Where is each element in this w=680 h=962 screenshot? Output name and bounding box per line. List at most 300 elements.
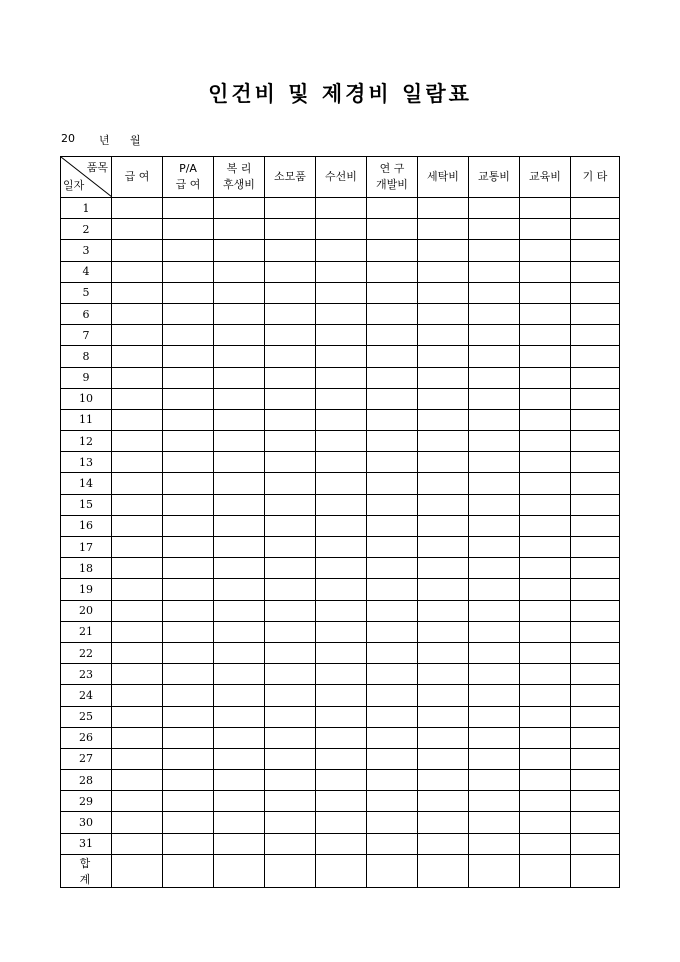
entry-cell[interactable] bbox=[316, 748, 367, 769]
entry-cell[interactable] bbox=[571, 346, 620, 367]
entry-cell[interactable] bbox=[265, 219, 316, 240]
entry-cell[interactable] bbox=[163, 621, 214, 642]
entry-cell[interactable] bbox=[418, 409, 469, 430]
entry-cell[interactable] bbox=[112, 791, 163, 812]
entry-cell[interactable] bbox=[571, 325, 620, 346]
entry-cell[interactable] bbox=[163, 240, 214, 261]
entry-cell[interactable] bbox=[469, 833, 520, 854]
entry-cell[interactable] bbox=[571, 282, 620, 303]
entry-cell[interactable] bbox=[163, 303, 214, 324]
entry-cell[interactable] bbox=[367, 791, 418, 812]
entry-cell[interactable] bbox=[571, 727, 620, 748]
entry-cell[interactable] bbox=[571, 812, 620, 833]
entry-cell[interactable] bbox=[265, 812, 316, 833]
entry-cell[interactable] bbox=[367, 515, 418, 536]
entry-cell[interactable] bbox=[112, 261, 163, 282]
entry-cell[interactable] bbox=[571, 537, 620, 558]
entry-cell[interactable] bbox=[265, 537, 316, 558]
entry-cell[interactable] bbox=[214, 388, 265, 409]
entry-cell[interactable] bbox=[469, 706, 520, 727]
entry-cell[interactable] bbox=[214, 515, 265, 536]
entry-cell[interactable] bbox=[469, 261, 520, 282]
entry-cell[interactable] bbox=[520, 282, 571, 303]
entry-cell[interactable] bbox=[316, 812, 367, 833]
entry-cell[interactable] bbox=[520, 325, 571, 346]
entry-cell[interactable] bbox=[367, 219, 418, 240]
entry-cell[interactable] bbox=[367, 303, 418, 324]
entry-cell[interactable] bbox=[418, 748, 469, 769]
entry-cell[interactable] bbox=[469, 240, 520, 261]
entry-cell[interactable] bbox=[316, 219, 367, 240]
entry-cell[interactable] bbox=[367, 706, 418, 727]
entry-cell[interactable] bbox=[112, 558, 163, 579]
entry-cell[interactable] bbox=[163, 727, 214, 748]
entry-cell[interactable] bbox=[418, 240, 469, 261]
entry-cell[interactable] bbox=[316, 240, 367, 261]
entry-cell[interactable] bbox=[214, 833, 265, 854]
entry-cell[interactable] bbox=[469, 282, 520, 303]
entry-cell[interactable] bbox=[367, 685, 418, 706]
entry-cell[interactable] bbox=[163, 198, 214, 219]
entry-cell[interactable] bbox=[112, 579, 163, 600]
entry-cell[interactable] bbox=[469, 346, 520, 367]
entry-cell[interactable] bbox=[367, 240, 418, 261]
entry-cell[interactable] bbox=[163, 537, 214, 558]
entry-cell[interactable] bbox=[469, 812, 520, 833]
entry-cell[interactable] bbox=[265, 600, 316, 621]
entry-cell[interactable] bbox=[163, 685, 214, 706]
entry-cell[interactable] bbox=[214, 219, 265, 240]
entry-cell[interactable] bbox=[469, 367, 520, 388]
entry-cell[interactable] bbox=[163, 346, 214, 367]
entry-cell[interactable] bbox=[520, 367, 571, 388]
entry-cell[interactable] bbox=[112, 409, 163, 430]
entry-cell[interactable] bbox=[367, 388, 418, 409]
entry-cell[interactable] bbox=[469, 685, 520, 706]
entry-cell[interactable] bbox=[418, 579, 469, 600]
entry-cell[interactable] bbox=[214, 261, 265, 282]
entry-cell[interactable] bbox=[316, 621, 367, 642]
entry-cell[interactable] bbox=[520, 664, 571, 685]
entry-cell[interactable] bbox=[367, 431, 418, 452]
entry-cell[interactable] bbox=[367, 409, 418, 430]
entry-cell[interactable] bbox=[469, 198, 520, 219]
entry-cell[interactable] bbox=[520, 303, 571, 324]
entry-cell[interactable] bbox=[520, 685, 571, 706]
entry-cell[interactable] bbox=[469, 515, 520, 536]
entry-cell[interactable] bbox=[316, 473, 367, 494]
entry-cell[interactable] bbox=[265, 727, 316, 748]
entry-cell[interactable] bbox=[571, 515, 620, 536]
entry-cell[interactable] bbox=[265, 791, 316, 812]
entry-cell[interactable] bbox=[571, 198, 620, 219]
entry-cell[interactable] bbox=[571, 452, 620, 473]
entry-cell[interactable] bbox=[316, 706, 367, 727]
entry-cell[interactable] bbox=[571, 431, 620, 452]
entry-cell[interactable] bbox=[469, 431, 520, 452]
entry-cell[interactable] bbox=[214, 812, 265, 833]
entry-cell[interactable] bbox=[214, 621, 265, 642]
entry-cell[interactable] bbox=[520, 706, 571, 727]
entry-cell[interactable] bbox=[214, 473, 265, 494]
entry-cell[interactable] bbox=[265, 261, 316, 282]
entry-cell[interactable] bbox=[163, 600, 214, 621]
entry-cell[interactable] bbox=[316, 642, 367, 663]
entry-cell[interactable] bbox=[418, 600, 469, 621]
entry-cell[interactable] bbox=[520, 621, 571, 642]
entry-cell[interactable] bbox=[316, 664, 367, 685]
entry-cell[interactable] bbox=[367, 664, 418, 685]
entry-cell[interactable] bbox=[214, 494, 265, 515]
entry-cell[interactable] bbox=[367, 621, 418, 642]
entry-cell[interactable] bbox=[469, 537, 520, 558]
entry-cell[interactable] bbox=[163, 664, 214, 685]
entry-cell[interactable] bbox=[571, 833, 620, 854]
entry-cell[interactable] bbox=[265, 303, 316, 324]
entry-cell[interactable] bbox=[316, 770, 367, 791]
entry-cell[interactable] bbox=[367, 812, 418, 833]
entry-cell[interactable] bbox=[316, 303, 367, 324]
entry-cell[interactable] bbox=[469, 621, 520, 642]
entry-cell[interactable] bbox=[520, 579, 571, 600]
entry-cell[interactable] bbox=[265, 452, 316, 473]
entry-cell[interactable] bbox=[163, 367, 214, 388]
entry-cell[interactable] bbox=[265, 409, 316, 430]
entry-cell[interactable] bbox=[418, 537, 469, 558]
entry-cell[interactable] bbox=[112, 706, 163, 727]
entry-cell[interactable] bbox=[520, 558, 571, 579]
entry-cell[interactable] bbox=[163, 770, 214, 791]
entry-cell[interactable] bbox=[520, 791, 571, 812]
entry-cell[interactable] bbox=[112, 325, 163, 346]
entry-cell[interactable] bbox=[367, 282, 418, 303]
entry-cell[interactable] bbox=[418, 282, 469, 303]
entry-cell[interactable] bbox=[265, 431, 316, 452]
entry-cell[interactable] bbox=[367, 770, 418, 791]
entry-cell[interactable] bbox=[469, 558, 520, 579]
entry-cell[interactable] bbox=[214, 537, 265, 558]
entry-cell[interactable] bbox=[418, 706, 469, 727]
entry-cell[interactable] bbox=[469, 388, 520, 409]
entry-cell[interactable] bbox=[367, 198, 418, 219]
entry-cell[interactable] bbox=[469, 642, 520, 663]
entry-cell[interactable] bbox=[520, 515, 571, 536]
entry-cell[interactable] bbox=[520, 748, 571, 769]
entry-cell[interactable] bbox=[469, 727, 520, 748]
entry-cell[interactable] bbox=[520, 452, 571, 473]
total-cell[interactable] bbox=[163, 854, 214, 887]
entry-cell[interactable] bbox=[571, 261, 620, 282]
entry-cell[interactable] bbox=[418, 346, 469, 367]
entry-cell[interactable] bbox=[469, 748, 520, 769]
entry-cell[interactable] bbox=[418, 791, 469, 812]
entry-cell[interactable] bbox=[265, 325, 316, 346]
entry-cell[interactable] bbox=[316, 727, 367, 748]
entry-cell[interactable] bbox=[265, 748, 316, 769]
entry-cell[interactable] bbox=[214, 685, 265, 706]
total-cell[interactable] bbox=[571, 854, 620, 887]
total-cell[interactable] bbox=[469, 854, 520, 887]
entry-cell[interactable] bbox=[214, 409, 265, 430]
entry-cell[interactable] bbox=[316, 325, 367, 346]
entry-cell[interactable] bbox=[163, 473, 214, 494]
entry-cell[interactable] bbox=[163, 388, 214, 409]
entry-cell[interactable] bbox=[112, 537, 163, 558]
entry-cell[interactable] bbox=[214, 727, 265, 748]
entry-cell[interactable] bbox=[418, 812, 469, 833]
entry-cell[interactable] bbox=[163, 452, 214, 473]
entry-cell[interactable] bbox=[316, 282, 367, 303]
entry-cell[interactable] bbox=[112, 388, 163, 409]
entry-cell[interactable] bbox=[316, 198, 367, 219]
entry-cell[interactable] bbox=[418, 473, 469, 494]
entry-cell[interactable] bbox=[112, 515, 163, 536]
entry-cell[interactable] bbox=[520, 431, 571, 452]
entry-cell[interactable] bbox=[520, 642, 571, 663]
entry-cell[interactable] bbox=[571, 219, 620, 240]
entry-cell[interactable] bbox=[112, 431, 163, 452]
entry-cell[interactable] bbox=[367, 833, 418, 854]
entry-cell[interactable] bbox=[316, 409, 367, 430]
entry-cell[interactable] bbox=[163, 748, 214, 769]
entry-cell[interactable] bbox=[367, 325, 418, 346]
entry-cell[interactable] bbox=[469, 579, 520, 600]
entry-cell[interactable] bbox=[316, 537, 367, 558]
entry-cell[interactable] bbox=[367, 579, 418, 600]
entry-cell[interactable] bbox=[316, 600, 367, 621]
entry-cell[interactable] bbox=[112, 240, 163, 261]
total-cell[interactable] bbox=[520, 854, 571, 887]
entry-cell[interactable] bbox=[571, 303, 620, 324]
entry-cell[interactable] bbox=[112, 727, 163, 748]
entry-cell[interactable] bbox=[214, 303, 265, 324]
entry-cell[interactable] bbox=[469, 452, 520, 473]
entry-cell[interactable] bbox=[367, 261, 418, 282]
entry-cell[interactable] bbox=[418, 431, 469, 452]
entry-cell[interactable] bbox=[316, 833, 367, 854]
total-cell[interactable] bbox=[367, 854, 418, 887]
entry-cell[interactable] bbox=[367, 558, 418, 579]
entry-cell[interactable] bbox=[571, 388, 620, 409]
entry-cell[interactable] bbox=[265, 621, 316, 642]
entry-cell[interactable] bbox=[163, 219, 214, 240]
entry-cell[interactable] bbox=[571, 664, 620, 685]
entry-cell[interactable] bbox=[163, 558, 214, 579]
entry-cell[interactable] bbox=[214, 770, 265, 791]
entry-cell[interactable] bbox=[418, 261, 469, 282]
entry-cell[interactable] bbox=[418, 494, 469, 515]
entry-cell[interactable] bbox=[418, 219, 469, 240]
entry-cell[interactable] bbox=[163, 515, 214, 536]
entry-cell[interactable] bbox=[571, 240, 620, 261]
entry-cell[interactable] bbox=[520, 240, 571, 261]
entry-cell[interactable] bbox=[112, 494, 163, 515]
entry-cell[interactable] bbox=[520, 409, 571, 430]
entry-cell[interactable] bbox=[265, 579, 316, 600]
entry-cell[interactable] bbox=[112, 770, 163, 791]
entry-cell[interactable] bbox=[265, 558, 316, 579]
entry-cell[interactable] bbox=[112, 219, 163, 240]
entry-cell[interactable] bbox=[112, 600, 163, 621]
entry-cell[interactable] bbox=[112, 452, 163, 473]
entry-cell[interactable] bbox=[469, 664, 520, 685]
entry-cell[interactable] bbox=[571, 748, 620, 769]
total-cell[interactable] bbox=[214, 854, 265, 887]
entry-cell[interactable] bbox=[571, 579, 620, 600]
entry-cell[interactable] bbox=[112, 473, 163, 494]
entry-cell[interactable] bbox=[418, 303, 469, 324]
entry-cell[interactable] bbox=[520, 770, 571, 791]
entry-cell[interactable] bbox=[469, 770, 520, 791]
entry-cell[interactable] bbox=[163, 282, 214, 303]
entry-cell[interactable] bbox=[571, 367, 620, 388]
entry-cell[interactable] bbox=[520, 494, 571, 515]
entry-cell[interactable] bbox=[571, 473, 620, 494]
entry-cell[interactable] bbox=[469, 219, 520, 240]
entry-cell[interactable] bbox=[418, 558, 469, 579]
entry-cell[interactable] bbox=[469, 303, 520, 324]
entry-cell[interactable] bbox=[316, 367, 367, 388]
entry-cell[interactable] bbox=[316, 791, 367, 812]
entry-cell[interactable] bbox=[418, 642, 469, 663]
total-cell[interactable] bbox=[418, 854, 469, 887]
entry-cell[interactable] bbox=[112, 812, 163, 833]
entry-cell[interactable] bbox=[214, 325, 265, 346]
entry-cell[interactable] bbox=[418, 664, 469, 685]
entry-cell[interactable] bbox=[265, 664, 316, 685]
entry-cell[interactable] bbox=[418, 833, 469, 854]
entry-cell[interactable] bbox=[571, 706, 620, 727]
entry-cell[interactable] bbox=[571, 791, 620, 812]
total-cell[interactable] bbox=[112, 854, 163, 887]
entry-cell[interactable] bbox=[571, 621, 620, 642]
entry-cell[interactable] bbox=[265, 367, 316, 388]
entry-cell[interactable] bbox=[520, 198, 571, 219]
entry-cell[interactable] bbox=[469, 473, 520, 494]
entry-cell[interactable] bbox=[214, 282, 265, 303]
entry-cell[interactable] bbox=[316, 388, 367, 409]
entry-cell[interactable] bbox=[571, 494, 620, 515]
entry-cell[interactable] bbox=[214, 558, 265, 579]
entry-cell[interactable] bbox=[163, 409, 214, 430]
entry-cell[interactable] bbox=[316, 261, 367, 282]
entry-cell[interactable] bbox=[571, 685, 620, 706]
entry-cell[interactable] bbox=[418, 515, 469, 536]
entry-cell[interactable] bbox=[214, 664, 265, 685]
entry-cell[interactable] bbox=[163, 431, 214, 452]
entry-cell[interactable] bbox=[367, 537, 418, 558]
entry-cell[interactable] bbox=[163, 833, 214, 854]
entry-cell[interactable] bbox=[418, 198, 469, 219]
entry-cell[interactable] bbox=[214, 452, 265, 473]
entry-cell[interactable] bbox=[367, 473, 418, 494]
entry-cell[interactable] bbox=[112, 748, 163, 769]
total-cell[interactable] bbox=[316, 854, 367, 887]
entry-cell[interactable] bbox=[469, 791, 520, 812]
entry-cell[interactable] bbox=[163, 812, 214, 833]
entry-cell[interactable] bbox=[520, 473, 571, 494]
entry-cell[interactable] bbox=[265, 685, 316, 706]
entry-cell[interactable] bbox=[214, 367, 265, 388]
entry-cell[interactable] bbox=[520, 219, 571, 240]
entry-cell[interactable] bbox=[163, 706, 214, 727]
entry-cell[interactable] bbox=[571, 558, 620, 579]
entry-cell[interactable] bbox=[163, 261, 214, 282]
entry-cell[interactable] bbox=[367, 346, 418, 367]
entry-cell[interactable] bbox=[418, 325, 469, 346]
entry-cell[interactable] bbox=[163, 494, 214, 515]
entry-cell[interactable] bbox=[520, 537, 571, 558]
entry-cell[interactable] bbox=[265, 833, 316, 854]
entry-cell[interactable] bbox=[418, 727, 469, 748]
entry-cell[interactable] bbox=[316, 515, 367, 536]
entry-cell[interactable] bbox=[112, 833, 163, 854]
entry-cell[interactable] bbox=[367, 367, 418, 388]
entry-cell[interactable] bbox=[265, 706, 316, 727]
entry-cell[interactable] bbox=[214, 579, 265, 600]
entry-cell[interactable] bbox=[265, 770, 316, 791]
entry-cell[interactable] bbox=[316, 494, 367, 515]
entry-cell[interactable] bbox=[265, 473, 316, 494]
entry-cell[interactable] bbox=[214, 748, 265, 769]
entry-cell[interactable] bbox=[265, 515, 316, 536]
entry-cell[interactable] bbox=[469, 494, 520, 515]
entry-cell[interactable] bbox=[112, 198, 163, 219]
entry-cell[interactable] bbox=[316, 579, 367, 600]
entry-cell[interactable] bbox=[112, 685, 163, 706]
entry-cell[interactable] bbox=[163, 791, 214, 812]
entry-cell[interactable] bbox=[571, 409, 620, 430]
entry-cell[interactable] bbox=[316, 431, 367, 452]
entry-cell[interactable] bbox=[571, 642, 620, 663]
entry-cell[interactable] bbox=[214, 600, 265, 621]
entry-cell[interactable] bbox=[316, 452, 367, 473]
entry-cell[interactable] bbox=[469, 600, 520, 621]
entry-cell[interactable] bbox=[214, 706, 265, 727]
entry-cell[interactable] bbox=[112, 303, 163, 324]
entry-cell[interactable] bbox=[520, 600, 571, 621]
entry-cell[interactable] bbox=[112, 621, 163, 642]
entry-cell[interactable] bbox=[571, 600, 620, 621]
entry-cell[interactable] bbox=[316, 346, 367, 367]
entry-cell[interactable] bbox=[367, 748, 418, 769]
entry-cell[interactable] bbox=[418, 388, 469, 409]
entry-cell[interactable] bbox=[469, 409, 520, 430]
entry-cell[interactable] bbox=[112, 642, 163, 663]
entry-cell[interactable] bbox=[265, 494, 316, 515]
entry-cell[interactable] bbox=[367, 452, 418, 473]
entry-cell[interactable] bbox=[265, 282, 316, 303]
entry-cell[interactable] bbox=[316, 685, 367, 706]
entry-cell[interactable] bbox=[214, 198, 265, 219]
entry-cell[interactable] bbox=[112, 367, 163, 388]
entry-cell[interactable] bbox=[214, 431, 265, 452]
entry-cell[interactable] bbox=[520, 346, 571, 367]
entry-cell[interactable] bbox=[265, 198, 316, 219]
entry-cell[interactable] bbox=[367, 727, 418, 748]
entry-cell[interactable] bbox=[112, 664, 163, 685]
entry-cell[interactable] bbox=[418, 770, 469, 791]
entry-cell[interactable] bbox=[112, 346, 163, 367]
entry-cell[interactable] bbox=[520, 388, 571, 409]
entry-cell[interactable] bbox=[418, 452, 469, 473]
entry-cell[interactable] bbox=[214, 642, 265, 663]
entry-cell[interactable] bbox=[265, 642, 316, 663]
entry-cell[interactable] bbox=[163, 642, 214, 663]
entry-cell[interactable] bbox=[316, 558, 367, 579]
entry-cell[interactable] bbox=[418, 685, 469, 706]
entry-cell[interactable] bbox=[367, 494, 418, 515]
